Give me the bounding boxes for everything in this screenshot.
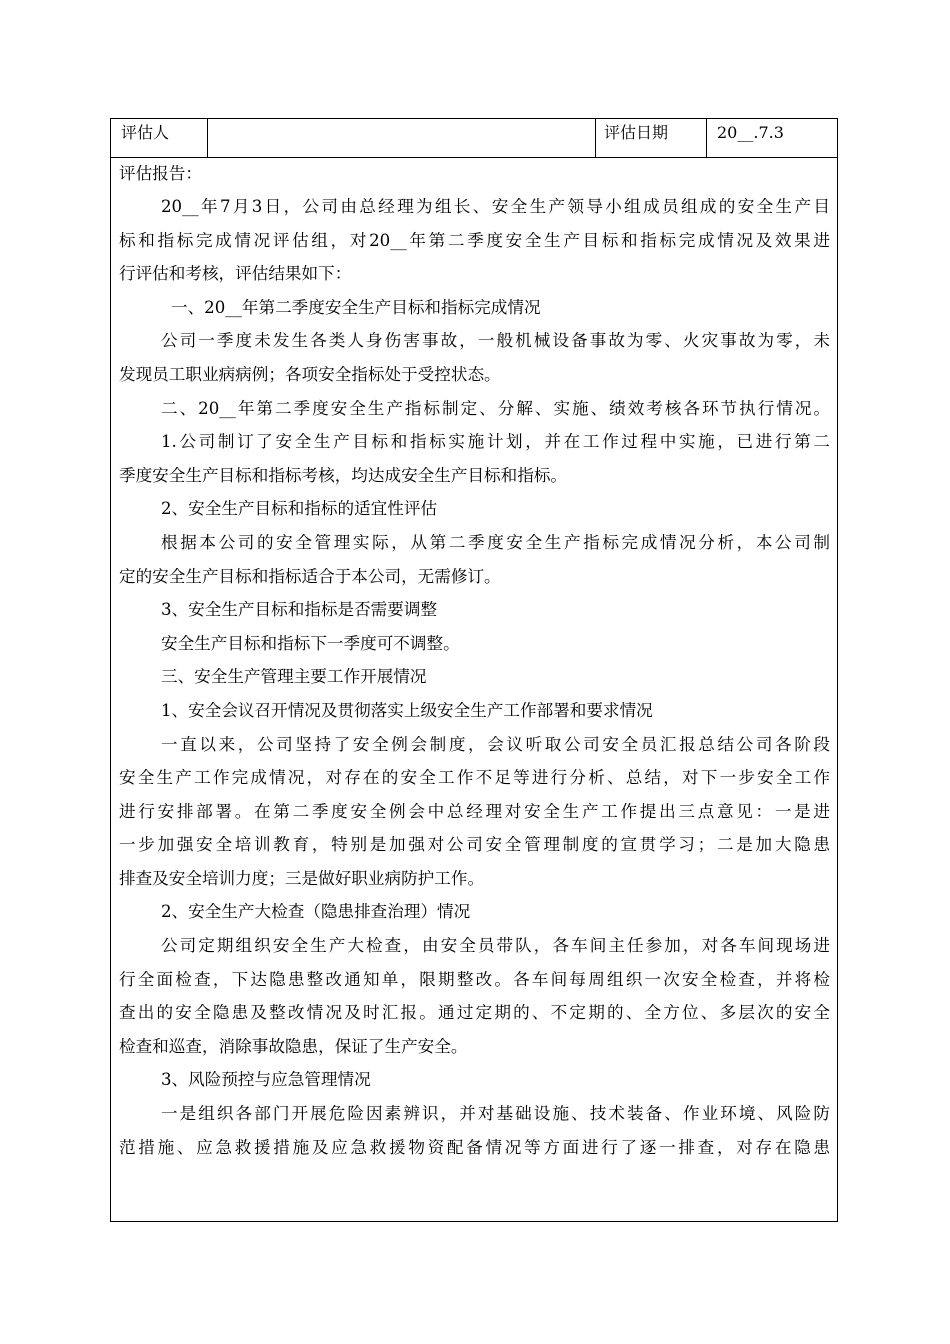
section-heading: 三、安全生产管理主要工作开展情况 — [161, 667, 427, 687]
date-value[interactable]: 20__.7.3 — [717, 123, 784, 142]
report-line: 公司一季度未发生各类人身伤害事故，一般机械设备事故为零、火灾事故为零，未 — [161, 331, 830, 351]
report-line: 安全生产工作完成情况，对存在的安全工作不足等进行分析、总结，对下一步安全工作 — [119, 768, 830, 788]
report-heading: 评估报告： — [119, 164, 202, 183]
assessor-label: 评估人 — [111, 119, 208, 157]
report-line: 标和指标完成情况评估组，对20__年第二季度安全生产目标和指标完成情况及效果进 — [119, 230, 830, 250]
assessment-form — [110, 118, 838, 1222]
report-line: 1.公司制订了安全生产目标和指标实施计划，并在工作过程中实施，已进行第二 — [161, 432, 830, 452]
subsection-heading: 2、安全生产大检查（隐患排查治理）情况 — [161, 902, 471, 922]
subsection-heading: 2、安全生产目标和指标的适宜性评估 — [161, 499, 438, 519]
report-line: 发现员工职业病病例；各项安全指标处于受控状态。 — [119, 364, 501, 384]
report-line: 公司定期组织安全生产大检查，由安全员带队，各车间主任参加，对各车间现场进 — [161, 936, 830, 956]
report-line: 检查和巡查，消除事故隐患，保证了生产安全。 — [119, 1036, 468, 1056]
report-line: 一步加强安全培训教育，特别是加强对公司安全管理制度的宣贯学习；二是加大隐患 — [119, 835, 830, 855]
date-label: 评估日期 — [596, 119, 707, 157]
subsection-heading: 1、安全会议召开情况及贯彻落实上级安全生产工作部署和要求情况 — [161, 700, 653, 720]
form-header-row — [111, 119, 837, 158]
assessor-field[interactable] — [208, 119, 596, 157]
section-heading: 二、20__年第二季度安全生产指标制定、分解、实施、绩效考核各环节执行情况。 — [161, 398, 830, 418]
report-body — [111, 158, 837, 1164]
report-line: 一直以来，公司坚持了安全例会制度，会议听取公司安全员汇报总结公司各阶段 — [161, 734, 830, 754]
report-line: 根据本公司的安全管理实际，从第二季度安全生产指标完成情况分析，本公司制 — [161, 532, 830, 552]
report-line: 定的安全生产目标和指标适合于本公司，无需修订。 — [119, 566, 501, 586]
report-line: 范措施、应急救援措施及应急救援物资配备情况等方面进行了逐一排查，对存在隐患 — [119, 1137, 830, 1157]
section-heading: 一、20__年第二季度安全生产目标和指标完成情况 — [171, 297, 541, 317]
subsection-heading: 3、风险预控与应急管理情况 — [161, 1070, 371, 1090]
report-line: 排查及安全培训力度；三是做好职业病防护工作。 — [119, 868, 485, 888]
report-line: 查出的安全隐患及整改情况及时汇报。通过定期的、不定期的、全方位、多层次的安全 — [119, 1003, 830, 1023]
report-line: 季度安全生产目标和指标考核，均达成安全生产目标和指标。 — [119, 465, 568, 485]
report-line: 进行安排部署。在第二季度安全例会中总经理对安全生产工作提出三点意见：一是进 — [119, 801, 830, 821]
report-line: 安全生产目标和指标下一季度可不调整。 — [161, 633, 460, 653]
report-line: 20__年7月3日，公司由总经理为组长、安全生产领导小组成员组成的安全生产目 — [161, 197, 830, 216]
report-line: 一是组织各部门开展危险因素辨识，并对基础设施、技术装备、作业环境、风险防 — [161, 1104, 830, 1124]
subsection-heading: 3、安全生产目标和指标是否需要调整 — [161, 600, 438, 620]
report-line: 行评估和考核，评估结果如下： — [119, 264, 352, 284]
report-line: 行全面检查，下达隐患整改通知单，限期整改。各车间每周组织一次安全检查，并将检 — [119, 969, 830, 989]
